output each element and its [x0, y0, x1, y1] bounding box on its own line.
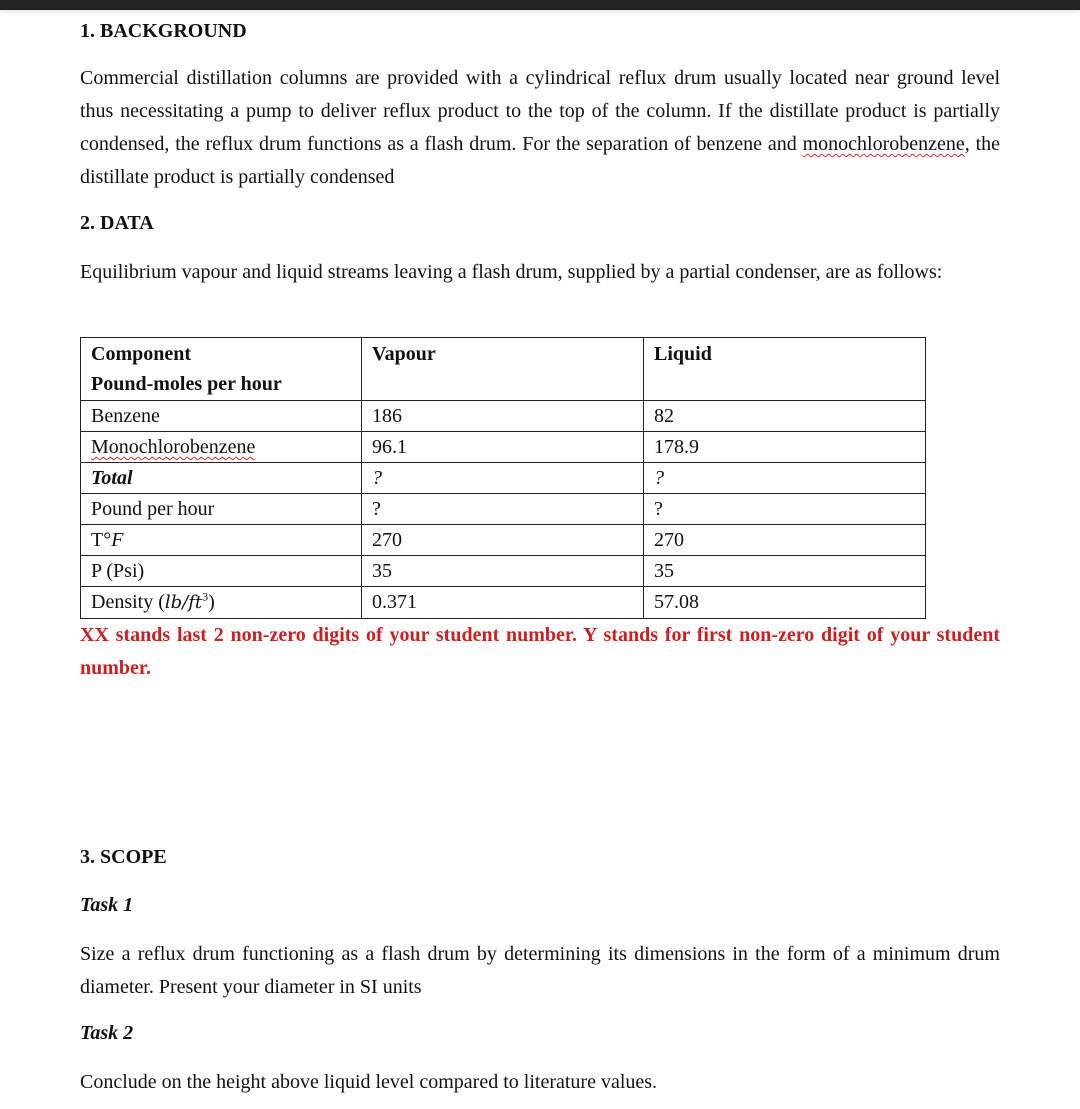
liquid-value: 178.9: [644, 432, 926, 463]
vapour-value: 96.1: [362, 432, 644, 463]
table-row: [81, 463, 926, 494]
liquid-value: 35: [644, 556, 926, 587]
table-row: [81, 587, 926, 619]
table-row: [81, 494, 926, 525]
task-1-text: Size a reflux drum functioning as a flash drum by determining its dimensions in the form of a minimum drum diameter. Present your diameter in SI units: [80, 943, 1000, 998]
heading-scope: 3. SCOPE: [80, 846, 167, 868]
table-row: [81, 525, 926, 556]
vapour-value: 270: [362, 525, 644, 556]
window-top-bar: [0, 0, 1080, 10]
task-2-text: Conclude on the height above liquid level compared to literature values.: [80, 1071, 658, 1093]
header-component: Component Pound-moles per hour: [81, 338, 362, 401]
row-label: Density $(lb/ft^3)$: [81, 587, 362, 619]
student-number-note: XX stands last 2 non-zero digits of your student number. Y stands for first non-zero digit of your student number.: [80, 624, 1000, 679]
task-2-title: Task 2: [80, 1022, 134, 1044]
liquid-value: 82: [644, 401, 926, 432]
table-row: [81, 432, 926, 463]
paragraph-text: , the distillate product is partially condensed: [80, 133, 1000, 188]
liquid-value: ?: [644, 463, 926, 494]
task-1-title: Task 1: [80, 894, 134, 916]
row-label: Pound per hour: [81, 494, 362, 525]
spellcheck-flagged-word[interactable]: monochlorobenzene: [802, 133, 965, 155]
stream-data-table: [80, 337, 926, 619]
row-label: Benzene: [81, 401, 362, 432]
row-label: P (Psi): [81, 556, 362, 587]
data-intro: Equilibrium vapour and liquid streams leaving a flash drum, supplied by a partial condenser, are as follows:: [80, 261, 943, 283]
paragraph-text: Commercial distillation columns are provided with a cylindrical reflux drum usually located near ground level thus necessitating a pump to deliver reflux product to the top of the column. If the distillate product is partially condensed, the reflux drum functions as a flash drum. For the separation of benzene and: [80, 67, 1000, 155]
vapour-value: 186: [362, 401, 644, 432]
header-vapour: Vapour: [362, 338, 644, 401]
liquid-value: ?: [644, 494, 926, 525]
background-paragraph: [80, 62, 1000, 194]
liquid-value: 270: [644, 525, 926, 556]
vapour-value: ?: [362, 494, 644, 525]
spellcheck-flagged-word[interactable]: Monochlorobenzene: [91, 436, 256, 458]
table-row: [81, 556, 926, 587]
row-label: T°F: [81, 525, 362, 556]
vapour-value: ?: [362, 463, 644, 494]
vapour-value: 0.371: [362, 587, 644, 619]
table-header-row: [81, 338, 926, 401]
liquid-value: 57.08: [644, 587, 926, 619]
header-liquid: Liquid: [644, 338, 926, 401]
row-label: [81, 432, 362, 463]
table-row: [81, 401, 926, 432]
heading-background: 1. BACKGROUND: [80, 20, 247, 42]
vapour-value: 35: [362, 556, 644, 587]
row-label: Total: [81, 463, 362, 494]
heading-data: 2. DATA: [80, 212, 154, 234]
